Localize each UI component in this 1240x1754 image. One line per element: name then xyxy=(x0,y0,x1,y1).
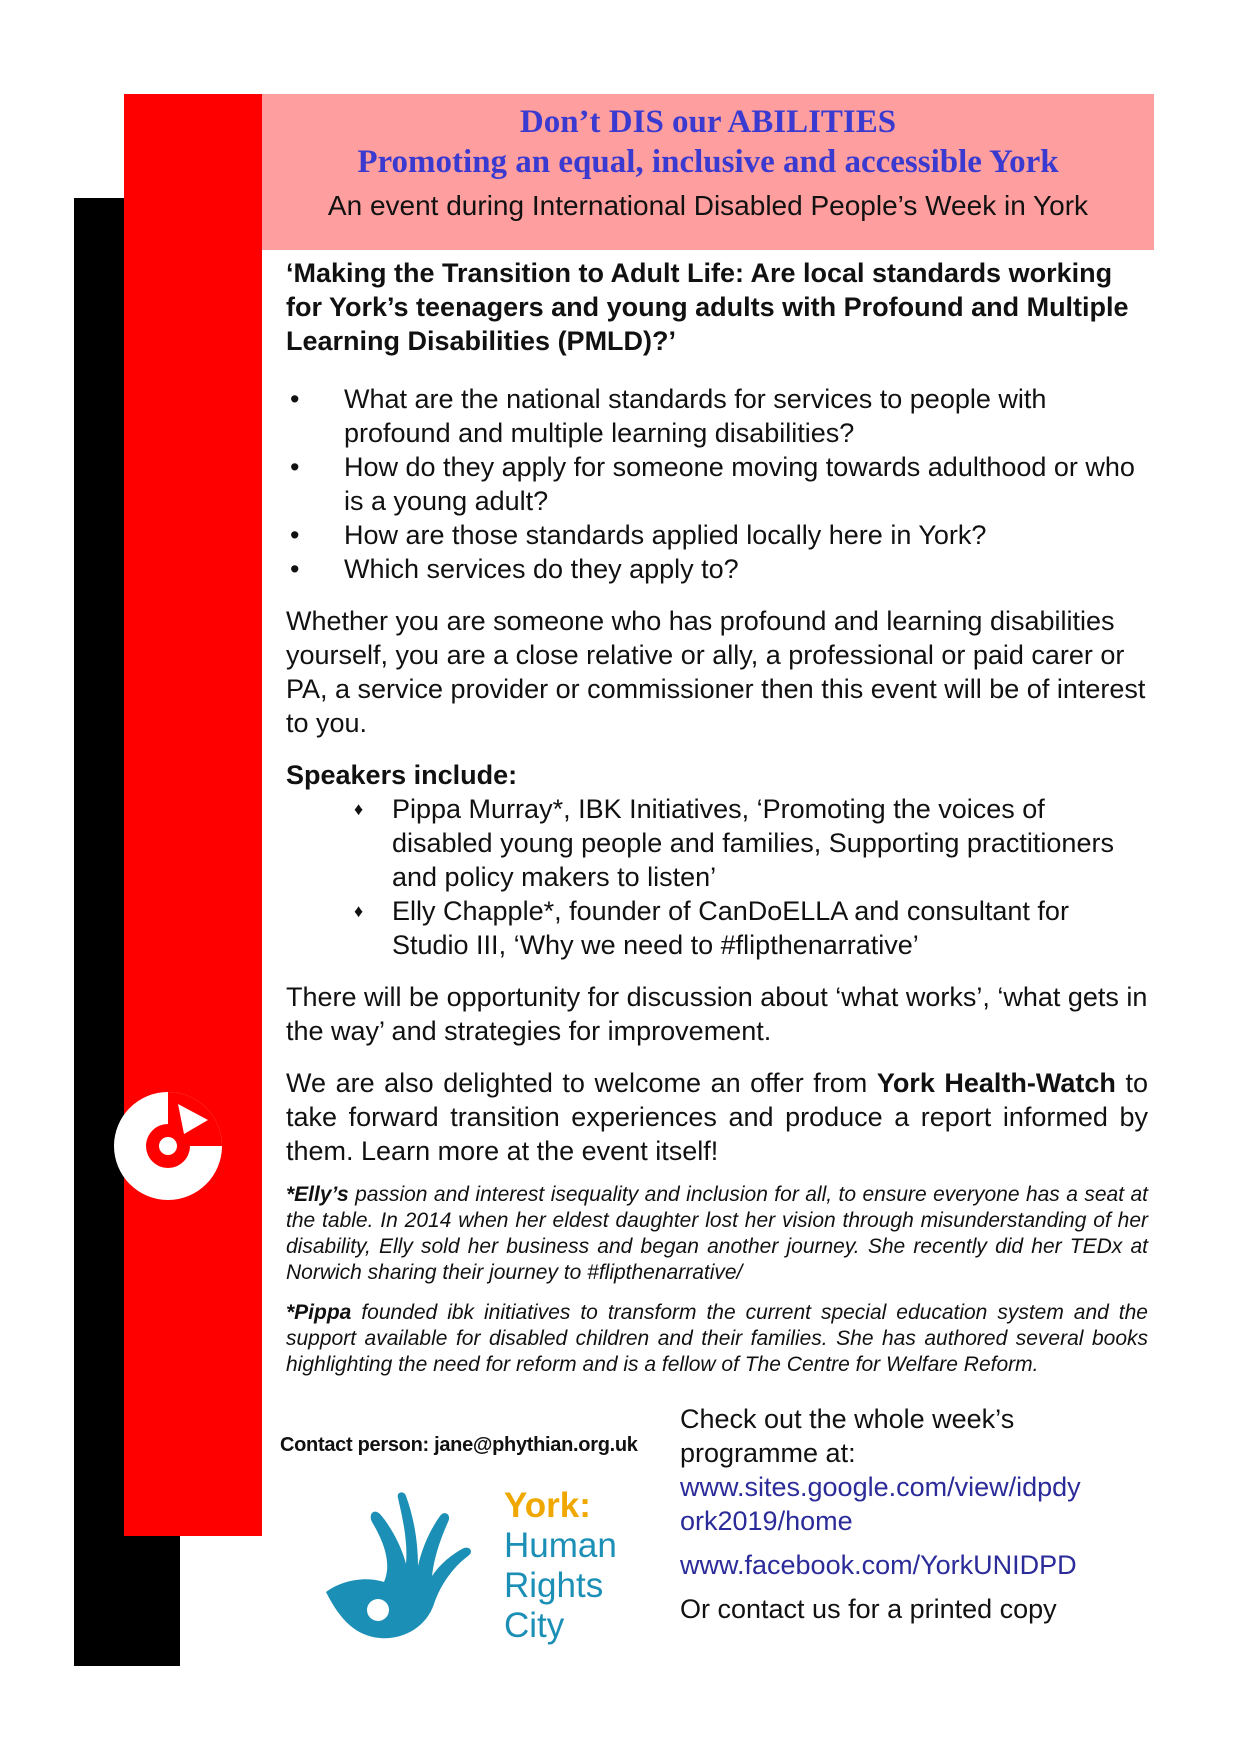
event-header xyxy=(262,94,1154,250)
bullet-icon: • xyxy=(290,520,300,550)
programme-link[interactable]: www.sites.google.com/view/idpdy ork2019/home xyxy=(680,1472,1081,1536)
list-item: • What are the national standards for services to people with profound and multiple learning disabilities? xyxy=(290,384,1047,448)
printed-copy-text: Or contact us for a printed copy xyxy=(680,1594,1057,1624)
programme-info xyxy=(680,1402,1140,1626)
bullet-icon: • xyxy=(290,452,300,482)
question-list xyxy=(286,382,1148,586)
list-item: • How do they apply for someone moving towards adulthood or who is a young adult? xyxy=(290,452,1135,516)
facebook-link[interactable]: www.facebook.com/YorkUNIDPD xyxy=(680,1550,1077,1580)
hand-icon xyxy=(322,1492,474,1642)
diamond-bullet-icon: ♦ xyxy=(354,799,364,819)
audience-paragraph: Whether you are someone who has profound and learning disabilities yourself, you are a close relative or ally, a professional or paid carer or PA, a service provider or commissioner then this event will be of interest to you. xyxy=(286,606,1146,738)
list-item: ♦ Elly Chapple*, founder of CanDoELLA and consultant for Studio III, ‘Why we need to #flipthenarrative’ xyxy=(354,896,1069,960)
human-rights-city-logo: York: Human Rights City xyxy=(504,1486,617,1645)
diamond-bullet-icon: ♦ xyxy=(354,901,364,921)
decor-red-band xyxy=(124,94,262,1536)
bullet-icon: • xyxy=(290,554,300,584)
healthwatch-paragraph: We are also delighted to welcome an offer from York Health-Watch to take forward transition experiences and produce a report informed by them. Learn more at the event itself! xyxy=(286,1068,1148,1166)
bullet-icon: • xyxy=(290,384,300,414)
list-item: • Which services do they apply to? xyxy=(290,554,739,584)
elly-note: *Elly’s passion and interest isequality and inclusion for all, to ensure everyone has a seat at the table. In 2014 when her eldest daughter lost her vision through misunderstanding of her disability, Elly sold her business and began another journey. She recently did her TEDx at Norwich sharing their journey to #flipthenarrative/ xyxy=(286,1183,1148,1284)
pippa-note: *Pippa founded ibk initiatives to transform the current special education system and the support available for disabled children and their families. She has authored several books highlighting the need for reform and is a fellow of The Centre for Welfare Reform. xyxy=(286,1301,1148,1376)
list-item: • How are those standards applied locally here in York? xyxy=(290,520,987,550)
discussion-paragraph: There will be opportunity for discussion about ‘what works’, ‘what gets in the way’ and strategies for improvement. xyxy=(286,982,1148,1046)
contact-person: Contact person: jane@phythian.org.uk xyxy=(280,1434,638,1456)
title-line-2: Promoting an equal, inclusive and accessible York xyxy=(357,144,1059,180)
check-out-text: Check out the whole week’s programme at: xyxy=(680,1404,1015,1468)
speaker-list xyxy=(286,792,1148,962)
circle-logo-icon xyxy=(112,1090,224,1202)
main-content xyxy=(286,256,1148,1378)
list-item: ♦ Pippa Murray*, IBK Initiatives, ‘Promoting the voices of disabled young people and families, Supporting practitioners and policy makers to listen’ xyxy=(354,794,1114,892)
title-line-1: Don’t DIS our ABILITIES xyxy=(519,104,897,140)
speakers-heading: Speakers include: xyxy=(286,760,518,790)
event-title: ‘Making the Transition to Adult Life: Are local standards working for York’s teenagers and young adults with Profound and Multiple Learning Disabilities (PMLD)?’ xyxy=(286,258,1129,356)
event-subtitle: An event during International Disabled People’s Week in York xyxy=(327,190,1089,221)
